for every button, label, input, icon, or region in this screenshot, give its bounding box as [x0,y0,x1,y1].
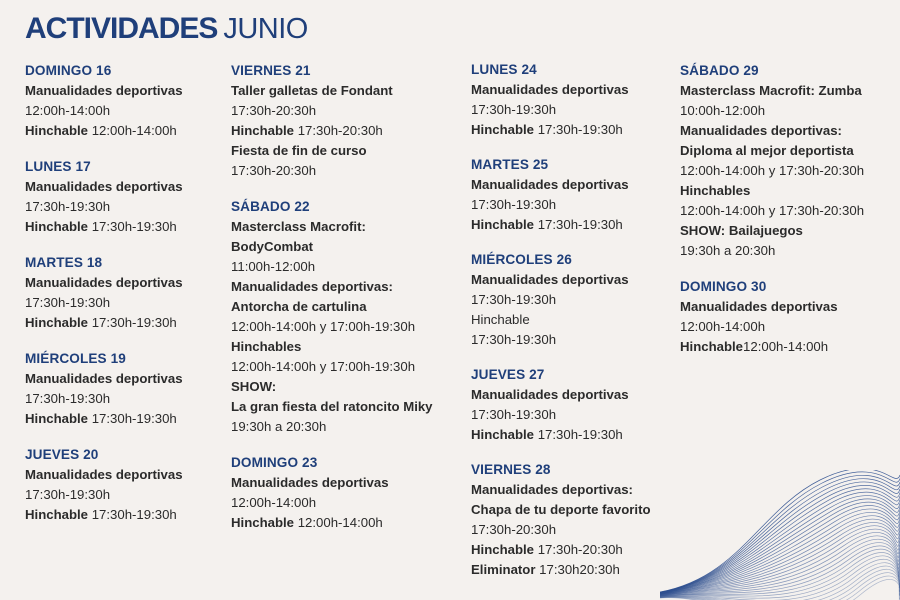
activity-name: Antorcha de cartulina [231,299,367,314]
activity-line [680,141,895,161]
day-heading: SÁBADO 22 [231,199,310,214]
activity-line [680,297,895,317]
activity-line [471,310,671,330]
day-heading: DOMINGO 23 [231,455,318,470]
day-block [471,60,671,140]
activity-name: Hinchable [471,427,535,442]
wave-line [660,489,900,593]
activity-time: 17:30h-19:30h [25,199,111,214]
activity-line [471,195,671,215]
activity-line [680,121,895,141]
activity-name: Manualidades deportivas [25,179,183,194]
day-heading: VIERNES 21 [231,63,311,78]
activity-name: Hinchable [471,217,535,232]
activity-time: 17:30h-19:30h [534,427,623,442]
activity-time: 17:30h-20:30h [294,123,383,138]
activity-time: 12:00h-14:00h [294,515,383,530]
activity-time: 10:00h-12:00h [680,103,766,118]
activity-line [231,337,461,357]
activity-time: 19:30h a 20:30h [680,243,776,258]
activity-time: 17:30h-19:30h [88,219,177,234]
activity-line [25,389,225,409]
activity-line [231,161,461,181]
activity-line [25,177,225,197]
activity-time: 12:00h-14:00h [25,103,111,118]
day-block [471,460,671,580]
activity-time: 12:00h-14:00h [743,339,829,354]
schedule-column-2 [231,61,461,549]
activity-line [471,405,671,425]
activity-time: 17:30h-19:30h [25,487,111,502]
activity-time: 17:30h-19:30h [88,507,177,522]
activity-name: Masterclass Macrofit: [231,219,366,234]
day-heading: DOMINGO 30 [680,279,767,294]
activity-name: BodyCombat [231,239,314,254]
activity-name: Hinchable [231,515,295,530]
activity-line [25,101,225,121]
activity-line [680,101,895,121]
activity-time: 12:00h-14:00h [231,495,317,510]
activity-time: 17:30h-20:30h [231,103,317,118]
activity-line [231,101,461,121]
activity-line [25,121,225,141]
activity-line [471,290,671,310]
activity-name: Manualidades deportivas: [680,123,842,138]
wave-line [660,482,900,593]
activity-name: Manualidades deportivas [471,387,629,402]
activity-time: 17:30h-20:30h [231,163,317,178]
activity-time: 17:30h-19:30h [471,292,557,307]
activity-time: 17:30h-19:30h [534,217,623,232]
day-block [231,61,461,181]
wave-line [660,472,900,592]
day-block [471,155,671,235]
schedule-column-3 [471,60,671,595]
activity-name: SHOW: Bailajuegos [680,223,803,238]
activity-name: Hinchable [680,339,744,354]
day-block [471,250,671,350]
activity-line [680,221,895,241]
activity-name: Hinchable [25,507,89,522]
activity-line [231,417,461,437]
day-block [471,365,671,445]
schedule-column-4 [680,61,895,373]
activity-name: Hinchable [471,542,535,557]
activity-time: 17:30h-19:30h [471,407,557,422]
activity-name: Chapa de tu deporte favorito [471,502,651,517]
activity-line [471,480,671,500]
activity-line [680,161,895,181]
activity-name: Manualidades deportivas [471,177,629,192]
activity-line [25,273,225,293]
activity-name: La gran fiesta del ratoncito Miky [231,399,433,414]
activity-name: Manualidades deportivas [25,371,183,386]
activity-line [471,385,671,405]
activity-name: Manualidades deportivas [471,272,629,287]
activity-line [231,257,461,277]
day-block [25,445,225,525]
activity-line [231,81,461,101]
activity-line [25,217,225,237]
day-heading: LUNES 17 [25,159,91,174]
activity-time: 17:30h-19:30h [25,295,111,310]
activity-line [680,201,895,221]
activity-name: Manualidades deportivas [25,467,183,482]
activity-time: 19:30h a 20:30h [231,419,327,434]
day-heading: JUEVES 27 [471,367,545,382]
day-heading: MIÉRCOLES 19 [25,351,126,366]
day-block [25,253,225,333]
activity-line [471,215,671,235]
day-heading: JUEVES 20 [25,447,99,462]
activity-time: 17:30h-20:30h [534,542,623,557]
day-heading: SÁBADO 29 [680,63,759,78]
activity-line [471,175,671,195]
activity-line [25,81,225,101]
activity-name: Diploma al mejor deportista [680,143,854,158]
activity-line [25,197,225,217]
activity-line [231,217,461,237]
activity-line [471,120,671,140]
activity-time: 12:00h-14:00h y 17:00h-19:30h [231,359,416,374]
activity-line [231,317,461,337]
activity-line [25,505,225,525]
activity-name: Masterclass Macrofit: Zumba [680,83,862,98]
activity-time: 17:30h-20:30h [471,522,557,537]
day-block [680,277,895,357]
activity-time: 17:30h-19:30h [471,332,557,347]
activity-line [25,293,225,313]
day-block [231,453,461,533]
day-block [25,157,225,237]
activity-line [680,241,895,261]
activity-line [231,493,461,513]
activity-name: Hinchable [471,122,535,137]
day-block [231,197,461,437]
day-block [680,61,895,261]
activity-name: Manualidades deportivas [25,83,183,98]
day-heading: DOMINGO 16 [25,63,112,78]
activity-name: SHOW: [231,379,277,394]
activity-time: 12:00h-14:00h y 17:00h-19:30h [231,319,416,334]
activity-line [471,560,671,580]
activity-line [471,330,671,350]
day-heading: MIÉRCOLES 26 [471,252,572,267]
activity-line [25,369,225,389]
title-month: JUNIO [223,13,308,45]
activity-line [471,500,671,520]
activity-time: 17:30h20:30h [535,562,620,577]
activity-name: Hinchable [25,219,89,234]
day-heading: MARTES 25 [471,157,549,172]
activity-name: Manualidades deportivas: [471,482,633,497]
activity-time: 12:00h-14:00h [88,123,177,138]
activity-line [231,297,461,317]
activity-time: 17:30h-19:30h [471,197,557,212]
activity-line [471,425,671,445]
activity-line [680,317,895,337]
activity-time: 12:00h-14:00h y 17:30h-20:30h [680,163,865,178]
activity-line [231,121,461,141]
day-heading: VIERNES 28 [471,462,551,477]
activity-name: Manualidades deportivas [471,82,629,97]
schedule-column-1 [25,61,225,541]
activity-line [25,485,225,505]
activity-name: Hinchable [231,123,295,138]
activity-time: 17:30h-19:30h [534,122,623,137]
activity-time: 11:00h-12:00h [231,259,316,274]
wave-decoration [660,470,900,600]
activity-line [25,465,225,485]
activity-line [680,81,895,101]
activity-line [231,237,461,257]
activity-line [471,100,671,120]
activity-line [25,313,225,333]
activity-name: Hinchables [231,339,302,354]
day-block [25,349,225,429]
activity-line [680,181,895,201]
activity-line [471,520,671,540]
activity-name: Eliminator [471,562,536,577]
activity-time: Hinchable [471,312,530,327]
activity-name: Manualidades deportivas [231,475,389,490]
activity-time: 17:30h-19:30h [25,391,111,406]
activity-name: Manualidades deportivas: [231,279,393,294]
activity-line [231,473,461,493]
activity-name: Hinchable [25,123,89,138]
activity-line [25,409,225,429]
activity-line [231,357,461,377]
activity-time: 12:00h-14:00h [680,319,766,334]
activity-line [680,337,895,357]
activity-line [231,397,461,417]
activity-line [231,513,461,533]
activity-name: Hinchable [25,411,89,426]
activity-time: 17:30h-19:30h [88,315,177,330]
activity-name: Manualidades deportivas [680,299,838,314]
activity-line [231,277,461,297]
activity-line [471,270,671,290]
day-heading: MARTES 18 [25,255,103,270]
activity-time: 17:30h-19:30h [88,411,177,426]
activity-line [231,377,461,397]
activity-line [231,141,461,161]
activity-name: Fiesta de fin de curso [231,143,367,158]
page-title [25,12,308,46]
activity-time: 12:00h-14:00h y 17:30h-20:30h [680,203,865,218]
activity-name: Manualidades deportivas [25,275,183,290]
activity-name: Hinchables [680,183,751,198]
activity-name: Taller galletas de Fondant [231,83,393,98]
activity-time: 17:30h-19:30h [471,102,557,117]
day-block [25,61,225,141]
title-main: ACTIVIDADES [25,12,218,45]
activity-name: Hinchable [25,315,89,330]
day-heading: LUNES 24 [471,62,537,77]
activity-line [471,540,671,560]
activity-line [471,80,671,100]
